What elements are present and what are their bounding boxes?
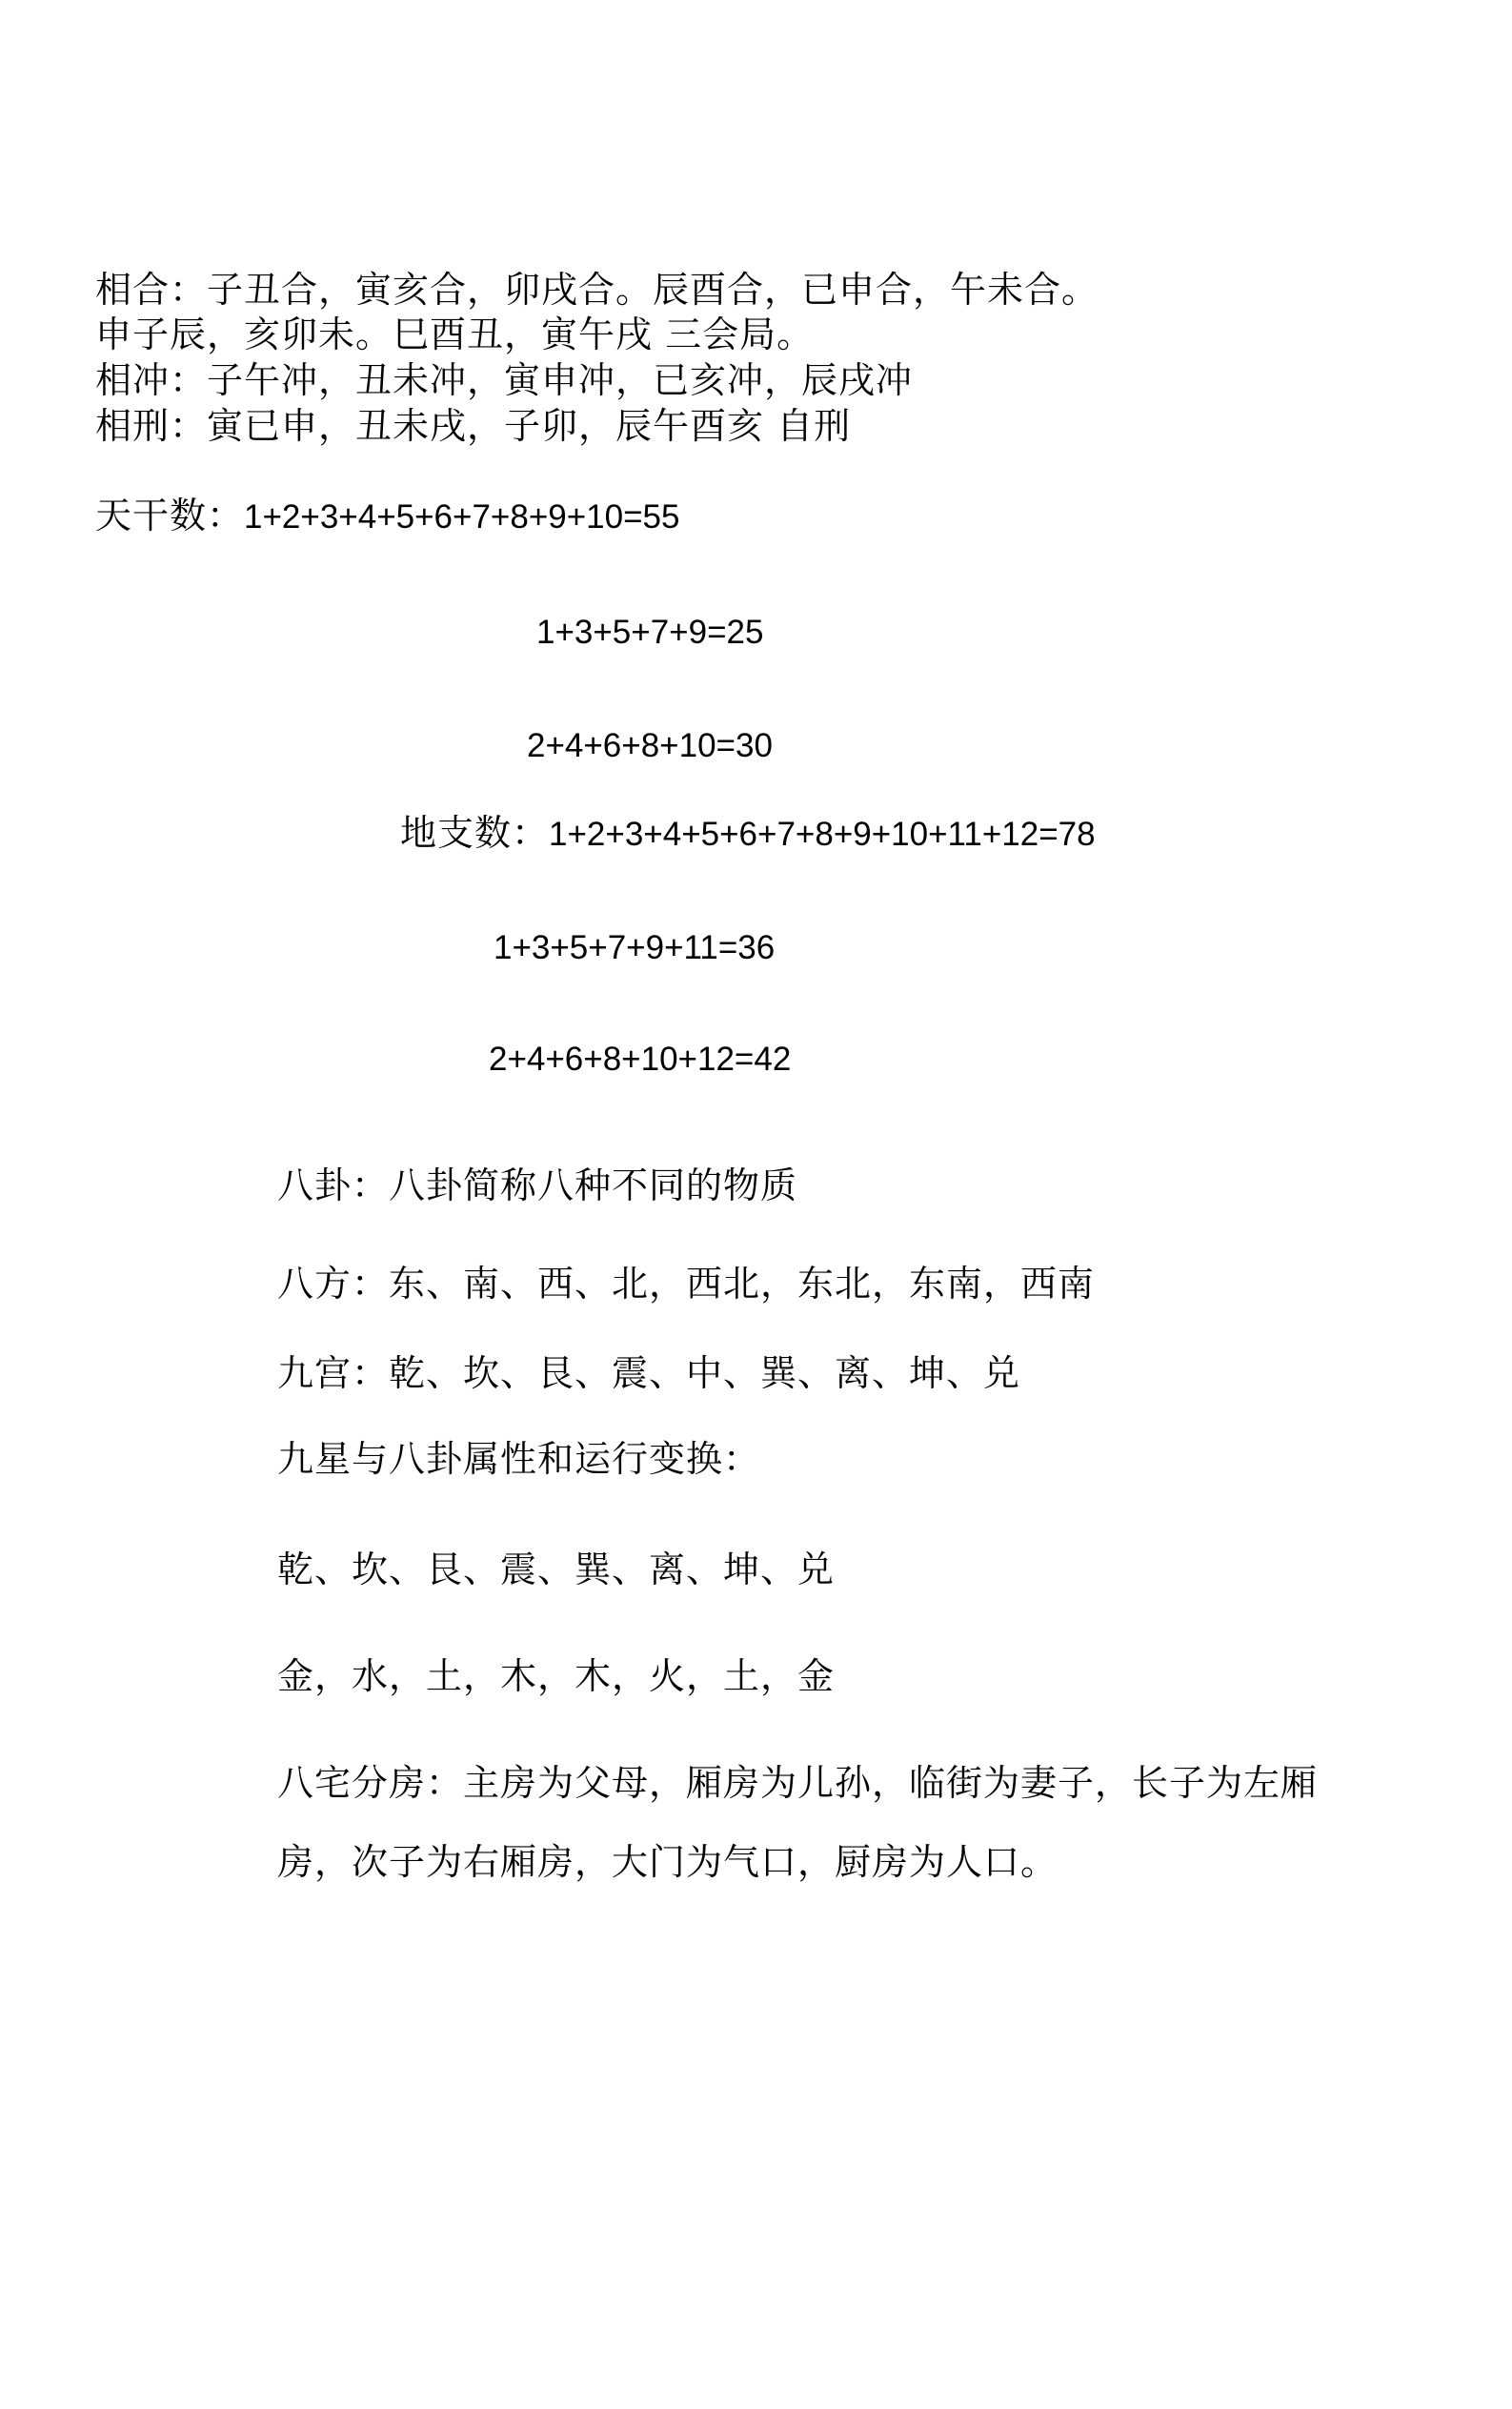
tiangan-sum: 1+2+3+4+5+6+7+8+9+10=55 [244, 498, 680, 536]
bagua-line: 八卦：八卦简称八种不同的物质 [277, 1164, 798, 1206]
tiangan-line [95, 497, 679, 534]
xiangchong-line: 相冲：子午冲，丑未冲，寅申冲，已亥冲，辰戌冲 [95, 359, 914, 401]
tiangan-label: 天干数： [95, 495, 245, 536]
wuxing-list-line: 金，水，土，木，木，火，土，金 [277, 1655, 836, 1697]
jiugong-line: 九宫：乾、坎、艮、震、中、巽、离、坤、兑 [277, 1352, 1021, 1394]
gua-list-line: 乾、坎、艮、震、巽、离、坤、兑 [277, 1549, 836, 1590]
xianghe-line: 相合：子丑合，寅亥合，卯戌合。辰酉合，已申合，午未合。 [95, 269, 1099, 311]
dizhi-line [400, 812, 1096, 854]
jiuxing-line: 九星与八卦属性和运行变换： [277, 1438, 761, 1480]
dizhi-odd-line: 1+3+5+7+9+11=36 [494, 929, 776, 966]
bafang-line: 八方：东、南、西、北，西北，东北，东南，西南 [277, 1263, 1096, 1305]
tiangan-even-line: 2+4+6+8+10=30 [527, 727, 773, 764]
bazhai-line-2: 房，次子为右厢房，大门为气口，厨房为人口。 [277, 1841, 1058, 1883]
dizhi-sum: 1+2+3+4+5+6+7+8+9+10+11+12=78 [549, 816, 1096, 853]
dizhi-label: 地支数： [400, 812, 550, 854]
tiangan-odd-line: 1+3+5+7+9=25 [536, 614, 764, 651]
dizhi-even-line: 2+4+6+8+10+12=42 [489, 1041, 792, 1078]
sanhui-line: 申子辰，亥卯未。巳酉丑，寅午戌 三会局。 [95, 314, 815, 355]
xiangxing-line: 相刑：寅已申，丑未戌，子卯，辰午酉亥 自刑 [95, 405, 852, 447]
bazhai-line-1: 八宅分房：主房为父母，厢房为儿孙，临街为妻子，长子为左厢 [277, 1762, 1319, 1804]
